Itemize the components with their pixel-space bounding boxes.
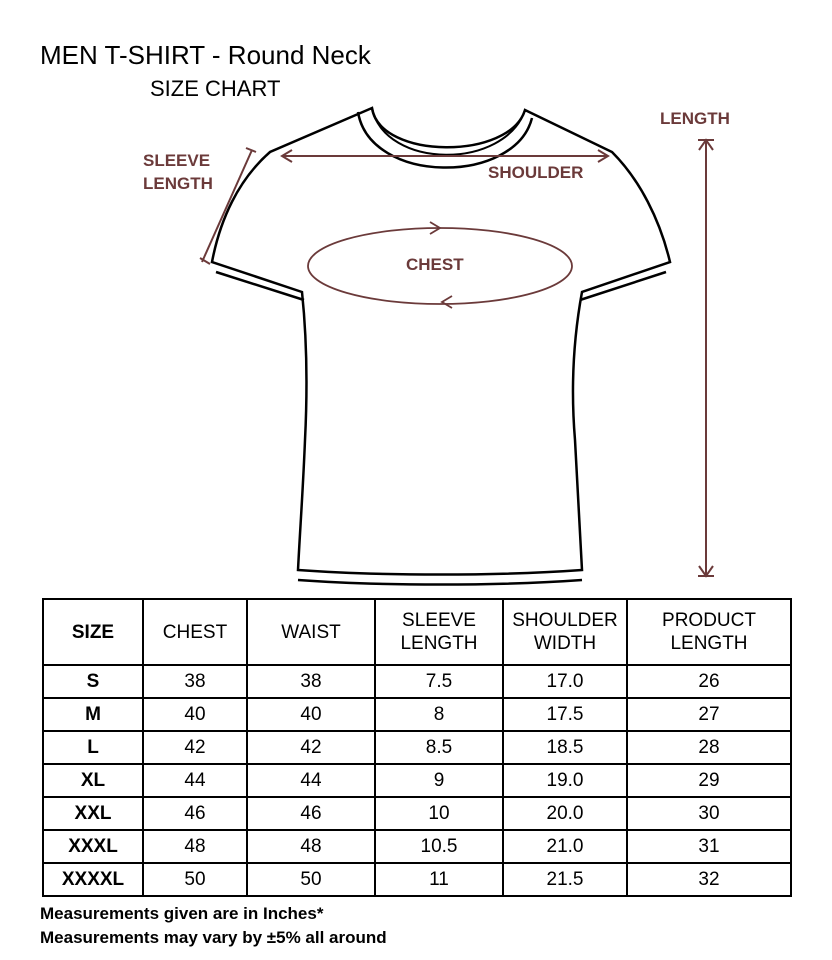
cell-length: 27 — [627, 698, 791, 731]
header-size: SIZE — [43, 599, 143, 665]
cell-waist: 48 — [247, 830, 375, 863]
cell-length: 29 — [627, 764, 791, 797]
header-chest: CHEST — [143, 599, 247, 665]
cell-size: L — [43, 731, 143, 764]
cell-sleeve: 7.5 — [375, 665, 503, 698]
cell-sleeve: 11 — [375, 863, 503, 896]
header-sleeve-length: SLEEVE LENGTH — [375, 599, 503, 665]
cell-shoulder: 17.0 — [503, 665, 627, 698]
cell-shoulder: 20.0 — [503, 797, 627, 830]
page-title: MEN T-SHIRT - Round Neck — [40, 40, 371, 70]
table-row — [43, 731, 791, 764]
tshirt-collar — [358, 112, 532, 168]
cell-shoulder: 17.5 — [503, 698, 627, 731]
left-cuff — [216, 272, 304, 300]
cell-chest: 38 — [143, 665, 247, 698]
table-row — [43, 665, 791, 698]
cell-sleeve: 10.5 — [375, 830, 503, 863]
cell-length: 31 — [627, 830, 791, 863]
note-variance: Measurements may vary by ±5% all around — [40, 928, 387, 947]
cell-chest: 50 — [143, 863, 247, 896]
tshirt-hem — [298, 580, 582, 585]
cell-sleeve: 8 — [375, 698, 503, 731]
cell-length: 32 — [627, 863, 791, 896]
cell-shoulder: 19.0 — [503, 764, 627, 797]
cell-chest: 42 — [143, 731, 247, 764]
table-row — [43, 830, 791, 863]
cell-sleeve: 10 — [375, 797, 503, 830]
cell-chest: 44 — [143, 764, 247, 797]
cell-size: XXXL — [43, 830, 143, 863]
right-cuff — [580, 272, 666, 300]
sleeve-label-line2: LENGTH — [143, 174, 213, 193]
table-row — [43, 797, 791, 830]
chest-label: CHEST — [406, 255, 464, 274]
cell-waist: 38 — [247, 665, 375, 698]
cell-sleeve: 9 — [375, 764, 503, 797]
cell-waist: 42 — [247, 731, 375, 764]
header-waist: WAIST — [247, 599, 375, 665]
cell-length: 26 — [627, 665, 791, 698]
cell-shoulder: 18.5 — [503, 731, 627, 764]
cell-size: XL — [43, 764, 143, 797]
length-label: LENGTH — [660, 109, 730, 128]
page-subtitle: SIZE CHART — [150, 76, 281, 101]
shoulder-arrow — [282, 150, 608, 162]
cell-shoulder: 21.0 — [503, 830, 627, 863]
header-shoulder-width: SHOULDER WIDTH — [503, 599, 627, 665]
table-row — [43, 764, 791, 797]
cell-size: XXL — [43, 797, 143, 830]
notes — [40, 902, 387, 950]
cell-length: 28 — [627, 731, 791, 764]
cell-chest: 48 — [143, 830, 247, 863]
cell-sleeve: 8.5 — [375, 731, 503, 764]
cell-length: 30 — [627, 797, 791, 830]
cell-waist: 46 — [247, 797, 375, 830]
cell-size: XXXXL — [43, 863, 143, 896]
cell-size: S — [43, 665, 143, 698]
size-table — [42, 598, 792, 897]
cell-size: M — [43, 698, 143, 731]
cell-waist: 40 — [247, 698, 375, 731]
cell-shoulder: 21.5 — [503, 863, 627, 896]
note-units: Measurements given are in Inches* — [40, 904, 324, 923]
sleeve-label-line1: SLEEVE — [143, 151, 211, 170]
table-row — [43, 863, 791, 896]
shoulder-label: SHOULDER — [488, 163, 584, 182]
cell-chest: 46 — [143, 797, 247, 830]
header-product-length: PRODUCT LENGTH — [627, 599, 791, 665]
length-arrow — [698, 140, 714, 576]
tshirt-outline — [212, 108, 670, 575]
table-header-row — [43, 599, 791, 665]
cell-waist: 50 — [247, 863, 375, 896]
table-row — [43, 698, 791, 731]
cell-chest: 40 — [143, 698, 247, 731]
cell-waist: 44 — [247, 764, 375, 797]
